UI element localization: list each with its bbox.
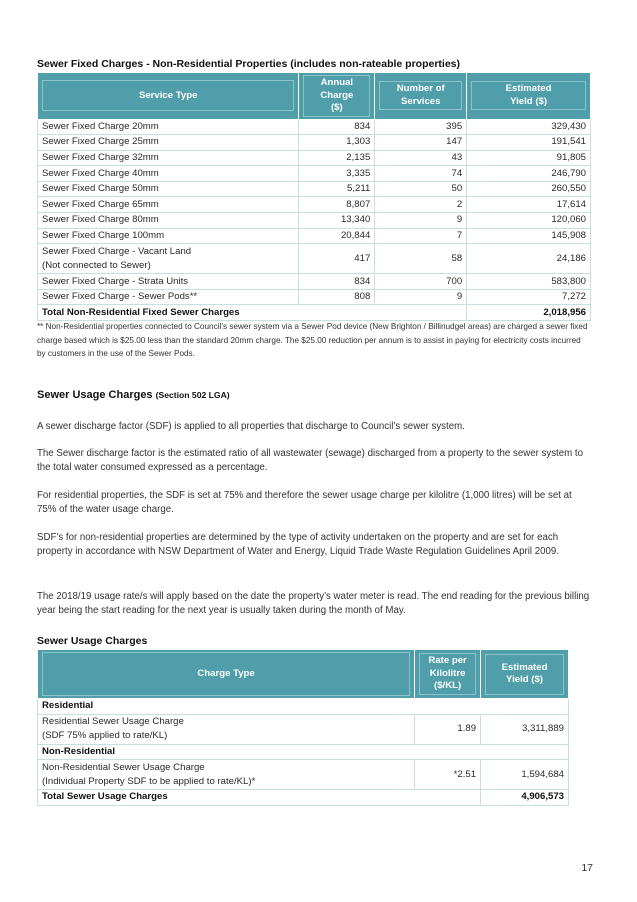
header-estimated-yield: Estimated Yield ($): [481, 650, 569, 699]
header-service-type: Service Type: [38, 73, 299, 120]
table-row: Sewer Fixed Charge 32mm 2,135 43 91,805: [38, 150, 591, 166]
usage-heading: Sewer Usage Charges (Section 502 LGA): [37, 389, 230, 401]
table-header-row: [38, 73, 591, 120]
table-row: Sewer Fixed Charge 40mm 3,335 74 246,790: [38, 166, 591, 182]
header-charge-type: Charge Type: [38, 650, 415, 699]
total-label: Total Non-Residential Fixed Sewer Charges: [38, 305, 467, 321]
table-row: Sewer Fixed Charge 25mm 1,303 147 191,541: [38, 135, 591, 151]
group-row-residential: Residential: [38, 699, 569, 715]
paragraph-sdf-intro: A sewer discharge factor (SDF) is applied to all properties that discharge to Council’s sewer system.: [37, 421, 465, 432]
usage-charges-table: [37, 649, 569, 806]
fixed-charges-title: Sewer Fixed Charges - Non-Residential Properties (includes non-rateable properties): [37, 58, 461, 70]
table-row: Non-Residential Sewer Usage Charge (Individual Property SDF to be applied to rate/KL)* *2.51 1,594,684: [38, 760, 569, 790]
paragraph-residential-sdf: For residential properties, the SDF is set at 75% and therefore the sewer usage charge per kilolitre (1,000 litres) will be set at 75% of the water usage charge.: [37, 490, 572, 516]
table-row: Sewer Fixed Charge - Sewer Pods** 808 9 7,272: [38, 289, 591, 305]
usage-charges-title: Sewer Usage Charges: [37, 635, 148, 647]
table-row: Sewer Fixed Charge 80mm 13,340 9 120,060: [38, 213, 591, 229]
paragraph-non-residential-sdf: SDF’s for non-residential properties are determined by the type of activity undertaken on the property and are set for each property in accordance with NSW Department of Water and Energy, Liquid Trade Waste Regulation Guidelines April 2009.: [37, 532, 559, 558]
header-annual-charge: Annual Charge ($): [299, 73, 375, 120]
table-row: Sewer Fixed Charge 50mm 5,211 50 260,550: [38, 181, 591, 197]
group-row-non-residential: Non-Residential: [38, 744, 569, 760]
total-row: [38, 790, 569, 806]
total-label: Total Sewer Usage Charges: [38, 790, 481, 806]
fixed-charges-section: [37, 58, 591, 321]
total-value: 4,906,573: [481, 790, 569, 806]
total-row: [38, 305, 591, 321]
header-estimated-yield: Estimated Yield ($): [467, 73, 591, 120]
table-row: Sewer Fixed Charge 20mm 834 395 329,430: [38, 119, 591, 135]
usage-charges-section: [37, 635, 569, 806]
fixed-charges-table: [37, 72, 591, 321]
table-row: Sewer Fixed Charge - Strata Units 834 700 583,800: [38, 274, 591, 290]
header-rate-per-kilolitre: Rate per Kilolitre ($/KL): [415, 650, 481, 699]
paragraph-sdf-definition: The Sewer discharge factor is the estimated ratio of all wastewater (sewage) discharged from a property to the sewer system to the total water consumed expressed as a percentage.: [37, 448, 583, 474]
page-number: 17: [581, 862, 593, 874]
table-row: Sewer Fixed Charge 65mm 8,807 2 17,614: [38, 197, 591, 213]
table-row: Sewer Fixed Charge - Vacant Land (Not connected to Sewer) 417 58 24,186: [38, 244, 591, 274]
table-header-row: [38, 650, 569, 699]
table-row: Sewer Fixed Charge 100mm 20,844 7 145,908: [38, 228, 591, 244]
header-number-of-services: Number of Services: [375, 73, 467, 120]
table-row: Residential Sewer Usage Charge (SDF 75% applied to rate/KL) 1.89 3,311,889: [38, 714, 569, 744]
paragraph-usage-rates: The 2018/19 usage rate/s will apply based on the date the property’s water meter is read. The end reading for the previous billing year being the start reading for the next year is usually taken during the month of May.: [37, 591, 590, 617]
sewer-pods-footnote: ** Non-Residential properties connected to Council’s sewer system via a Sewer Pod device (New Brighton / Billinudgel areas) are charged a sewer fixed charge based which is $25.00 less than the standard 20mm charge. The $25.00 reduction per annum is to assist in paying for electricity costs incurred by customers in the use of the Sewer Pods.: [37, 322, 588, 359]
total-value: 2,018,956: [467, 305, 591, 321]
